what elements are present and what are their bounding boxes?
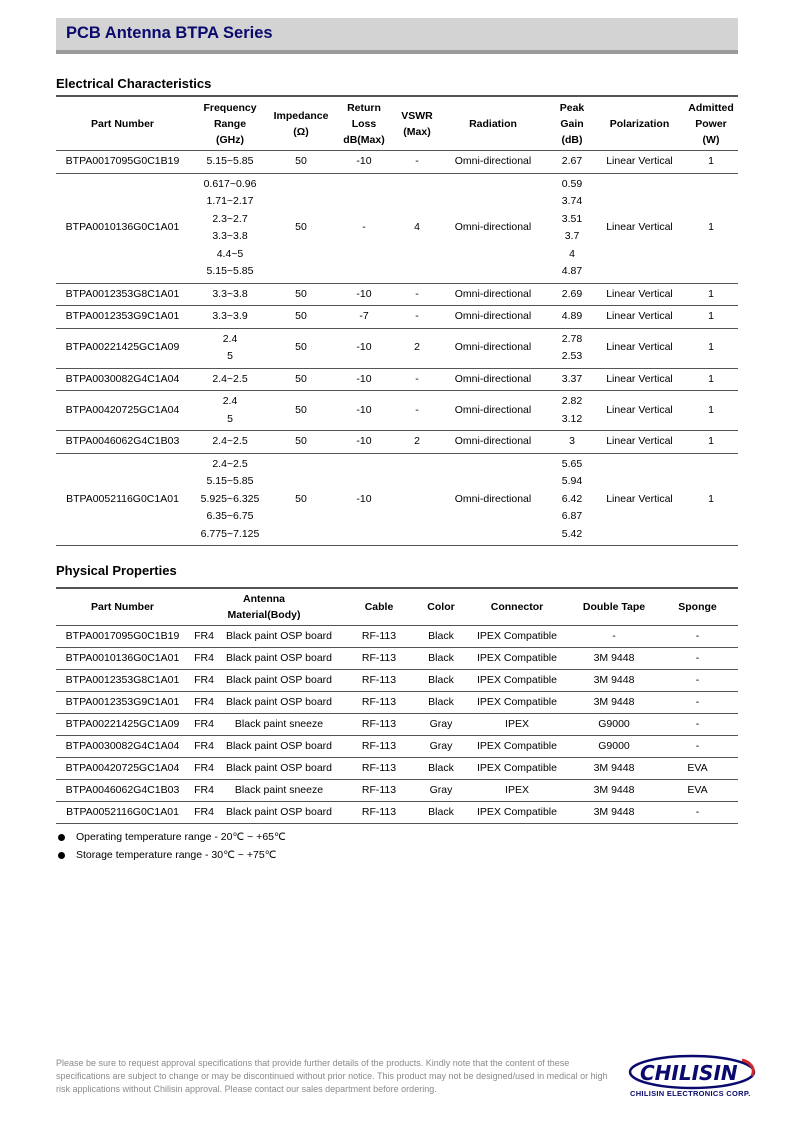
cell-substrate: FR4 xyxy=(194,718,214,730)
cell-freq xyxy=(189,453,271,546)
cell-power: 1 xyxy=(708,492,714,505)
cell-part: BTPA0012353G8C1A01 xyxy=(65,287,180,300)
cell-freq xyxy=(189,151,271,174)
cell-connector: IPEX Compatible xyxy=(477,674,557,686)
cell-gain-value: 3.37 xyxy=(561,372,583,385)
physical-header-row xyxy=(56,588,738,626)
cell-freq xyxy=(189,431,271,454)
cell-rad: Omni-directional xyxy=(454,221,532,234)
cell-gain xyxy=(549,368,595,391)
table-row xyxy=(56,306,738,329)
cell-power: 1 xyxy=(708,287,714,300)
cell-gain xyxy=(549,283,595,306)
cell-freq-value: 0.617~0.96 xyxy=(203,177,257,190)
cell-power: 1 xyxy=(708,310,714,322)
cell-gain-value: 5.65 xyxy=(561,457,583,470)
cell-gain-value: 3.51 xyxy=(561,212,583,225)
cell-rl: -10 xyxy=(356,287,372,300)
cell-substrate: FR4 xyxy=(194,674,214,686)
cell-part: BTPA00420725GC1A04 xyxy=(65,403,180,416)
table-row xyxy=(56,802,738,824)
cell-rad: Omni-directional xyxy=(454,492,532,505)
cell-connector: IPEX xyxy=(505,718,529,730)
cell-freq xyxy=(189,283,271,306)
cell-part: BTPA0010136G0C1A01 xyxy=(65,221,180,234)
cell-cable: RF-113 xyxy=(361,630,397,642)
cell-connector: IPEX Compatible xyxy=(477,806,557,818)
cell-imp: 50 xyxy=(295,341,307,354)
cell-freq-value: 5.925~6.325 xyxy=(200,492,260,505)
cell-sponge: EVA xyxy=(687,762,708,774)
cell-pol: Linear Vertical xyxy=(606,435,673,447)
cell-pol: Linear Vertical xyxy=(606,221,673,234)
table-row xyxy=(56,780,738,802)
cell-gain-value: 4.87 xyxy=(561,265,583,277)
cell-substrate: FR4 xyxy=(194,806,214,818)
cell-tape: 3M 9448 xyxy=(593,784,635,796)
cell-rl: -10 xyxy=(356,372,372,385)
cell-part: BTPA00221425GC1A09 xyxy=(65,341,180,354)
cell-cable: RF-113 xyxy=(361,740,397,752)
cell-rl: -7 xyxy=(359,310,369,322)
cell-gain-value: 4 xyxy=(569,247,575,260)
cell-freq xyxy=(189,391,271,431)
cell-gain-value: 0.59 xyxy=(561,177,583,190)
page-title: PCB Antenna BTPA Series xyxy=(66,24,273,42)
table-row xyxy=(56,453,738,546)
cell-freq-value: 5 xyxy=(227,350,233,362)
col-header-radiation: Radiation xyxy=(469,117,517,130)
cell-cable: RF-113 xyxy=(361,696,397,708)
cell-imp: 50 xyxy=(295,155,307,167)
cell-connector: IPEX Compatible xyxy=(477,762,557,774)
cell-part: BTPA0052116G0C1A01 xyxy=(66,806,179,818)
cell-imp: 50 xyxy=(295,310,307,322)
cell-part: BTPA0046062G4C1B03 xyxy=(65,435,180,447)
cell-gain xyxy=(549,391,595,431)
cell-freq-value: 3.3~3.8 xyxy=(212,287,248,300)
col-header-double-tape: Double Tape xyxy=(582,601,646,613)
cell-freq xyxy=(189,368,271,391)
cell-connector: IPEX xyxy=(505,784,529,796)
cell-body: Black paint OSP board xyxy=(225,762,333,774)
cell-substrate: FR4 xyxy=(194,784,214,796)
cell-rad: Omni-directional xyxy=(454,155,532,167)
cell-freq-value: 5 xyxy=(227,412,233,425)
cell-imp: 50 xyxy=(295,403,307,416)
table-row xyxy=(56,431,738,454)
cell-sponge: EVA xyxy=(687,784,708,796)
cell-rad: Omni-directional xyxy=(454,372,532,385)
cell-imp: 50 xyxy=(295,492,307,505)
cell-rl: -10 xyxy=(356,155,372,167)
col-header-frequency: Frequency Range (GHz) xyxy=(203,101,257,146)
cell-color: Black xyxy=(428,762,454,774)
table-row xyxy=(56,648,738,670)
cell-body: Black paint OSP board xyxy=(225,740,333,752)
cell-substrate: FR4 xyxy=(194,740,214,752)
cell-freq-value: 2.4 xyxy=(222,395,238,407)
cell-rad: Omni-directional xyxy=(454,287,532,300)
cell-part: BTPA0017095G0C1B19 xyxy=(65,630,180,642)
cell-vswr: 2 xyxy=(414,341,420,354)
cell-vswr: - xyxy=(415,310,419,322)
cell-cable: RF-113 xyxy=(361,784,397,796)
cell-color: Black xyxy=(428,630,454,642)
cell-gain-value: 3 xyxy=(569,435,575,447)
cell-connector: IPEX Compatible xyxy=(477,696,557,708)
cell-gain-value: 2.78 xyxy=(561,332,583,345)
cell-color: Gray xyxy=(429,718,453,730)
col-header-connector: Connector xyxy=(490,601,544,613)
cell-power: 1 xyxy=(708,155,714,167)
table-row xyxy=(56,283,738,306)
cell-cable: RF-113 xyxy=(361,806,397,818)
cell-pol: Linear Vertical xyxy=(606,341,673,354)
cell-body: Black paint OSP board xyxy=(225,806,333,818)
cell-freq-value: 2.4~2.5 xyxy=(212,372,248,385)
cell-color: Black xyxy=(428,696,454,708)
cell-tape: G9000 xyxy=(598,740,630,752)
cell-part: BTPA0012353G9C1A01 xyxy=(65,696,180,708)
cell-connector: IPEX Compatible xyxy=(477,630,557,642)
cell-imp: 50 xyxy=(295,221,307,234)
cell-body: Black paint OSP board xyxy=(225,674,333,686)
col-header-return-loss: Return Loss dB(Max) xyxy=(343,101,385,146)
cell-vswr xyxy=(397,453,437,546)
cell-tape: - xyxy=(612,630,616,642)
electrical-header-row xyxy=(56,96,738,151)
cell-sponge: - xyxy=(695,740,700,752)
cell-gain-value: 5.42 xyxy=(561,527,583,540)
cell-tape: 3M 9448 xyxy=(593,762,635,774)
cell-freq-value: 3.3~3.9 xyxy=(212,310,248,322)
cell-tape: G9000 xyxy=(598,718,630,730)
cell-gain xyxy=(549,151,595,174)
cell-gain-value: 2.67 xyxy=(561,155,583,167)
col-header-admitted-power: Admitted Power (W) xyxy=(688,101,734,146)
cell-sponge: - xyxy=(695,652,700,664)
cell-vswr: 4 xyxy=(414,221,420,234)
cell-gain-value: 2.53 xyxy=(561,350,583,362)
col-header-cable: Cable xyxy=(364,601,394,613)
col-header-polarization: Polarization xyxy=(609,117,670,130)
table-row xyxy=(56,714,738,736)
table-row xyxy=(56,173,738,283)
cell-freq-value: 2.4 xyxy=(222,332,238,345)
logo-subtitle: CHILISIN ELECTRONICS CORP. xyxy=(630,1089,751,1098)
cell-body: Black paint OSP board xyxy=(225,696,333,708)
cell-freq-value: 2.4~2.5 xyxy=(212,435,248,447)
table-row xyxy=(56,758,738,780)
cell-part: BTPA0010136G0C1A01 xyxy=(65,652,180,664)
cell-cable: RF-113 xyxy=(361,652,397,664)
cell-gain xyxy=(549,328,595,368)
cell-gain xyxy=(549,431,595,454)
cell-vswr: - xyxy=(415,155,419,167)
cell-freq xyxy=(189,328,271,368)
logo-wordmark: CHILISIN xyxy=(640,1061,738,1085)
cell-pol: Linear Vertical xyxy=(606,403,673,416)
cell-imp: 50 xyxy=(295,435,307,447)
cell-rl: -10 xyxy=(356,403,372,416)
cell-gain-value: 3.12 xyxy=(561,412,583,425)
table-row xyxy=(56,151,738,174)
cell-color: Gray xyxy=(429,740,453,752)
cell-gain-value: 2.82 xyxy=(561,395,583,407)
cell-pol: Linear Vertical xyxy=(606,310,673,322)
cell-tape: 3M 9448 xyxy=(593,652,635,664)
cell-color: Gray xyxy=(429,784,453,796)
cell-sponge: - xyxy=(695,674,700,686)
bullet-icon xyxy=(58,852,65,859)
col-header-part-number: Part Number xyxy=(90,117,154,130)
physical-table xyxy=(56,587,738,824)
electrical-table xyxy=(56,95,738,546)
cell-gain xyxy=(549,173,595,283)
cell-sponge: - xyxy=(695,718,700,730)
cell-freq-value: 2.4~2.5 xyxy=(212,457,248,470)
cell-rad: Omni-directional xyxy=(454,403,532,416)
cell-freq-value: 2.3~2.7 xyxy=(212,212,248,225)
cell-connector: IPEX Compatible xyxy=(477,652,557,664)
cell-part: BTPA0017095G0C1B19 xyxy=(65,155,180,167)
cell-cable: RF-113 xyxy=(361,718,397,730)
cell-sponge: - xyxy=(695,696,700,708)
cell-substrate: FR4 xyxy=(194,630,214,642)
cell-power: 1 xyxy=(708,403,714,416)
col-header-sponge: Sponge xyxy=(678,601,717,613)
cell-freq xyxy=(189,173,271,283)
cell-freq-value: 1.71~2.17 xyxy=(206,195,254,207)
col-header-vswr: VSWR (Max) xyxy=(401,109,433,138)
cell-gain-value: 6.87 xyxy=(561,510,583,522)
note-item xyxy=(56,846,286,864)
cell-imp: 50 xyxy=(295,372,307,385)
cell-gain-value: 2.69 xyxy=(561,287,583,300)
cell-color: Black xyxy=(428,652,454,664)
table-row xyxy=(56,391,738,431)
cell-part: BTPA0052116G0C1A01 xyxy=(66,492,179,505)
cell-rl: -10 xyxy=(356,492,372,505)
cell-rl: -10 xyxy=(356,435,372,447)
physical-section-title: Physical Properties xyxy=(56,563,177,578)
cell-rl: -10 xyxy=(356,341,372,354)
cell-connector: IPEX Compatible xyxy=(477,740,557,752)
col-header-impedance: Impedance (Ω) xyxy=(273,109,329,138)
cell-substrate: FR4 xyxy=(194,696,214,708)
cell-cable: RF-113 xyxy=(361,762,397,774)
table-row xyxy=(56,368,738,391)
cell-freq-value: 4.4~5 xyxy=(216,247,244,260)
col-header-antenna-material: Antenna Material(Body) xyxy=(227,593,301,621)
cell-freq-value: 3.3~3.8 xyxy=(212,230,248,242)
cell-part: BTPA0012353G8C1A01 xyxy=(65,674,180,686)
cell-color: Black xyxy=(428,674,454,686)
cell-freq-value: 5.15~5.85 xyxy=(206,155,254,167)
cell-pol: Linear Vertical xyxy=(606,287,673,300)
cell-substrate: FR4 xyxy=(194,652,214,664)
cell-freq-value: 5.15~5.85 xyxy=(206,265,254,277)
cell-imp: 50 xyxy=(295,287,307,300)
cell-tape: 3M 9448 xyxy=(593,674,635,686)
electrical-section-title: Electrical Characteristics xyxy=(56,76,212,91)
cell-part: BTPA0046062G4C1B03 xyxy=(65,784,180,796)
cell-vswr: 2 xyxy=(414,435,420,447)
cell-tape: 3M 9448 xyxy=(593,696,635,708)
cell-gain-value: 5.94 xyxy=(561,475,583,487)
notes-list xyxy=(56,828,286,864)
note-storage-temp: Storage temperature range - 30℃ ~ +75℃ xyxy=(76,849,277,861)
cell-rad: Omni-directional xyxy=(454,341,532,354)
cell-part: BTPA0030082G4C1A04 xyxy=(65,372,180,385)
cell-gain xyxy=(549,306,595,329)
cell-rl: - xyxy=(362,221,366,234)
cell-part: BTPA0012353G9C1A01 xyxy=(65,310,180,322)
cell-cable: RF-113 xyxy=(361,674,397,686)
cell-gain-value: 3.7 xyxy=(564,230,580,242)
cell-pol: Linear Vertical xyxy=(606,372,673,385)
cell-part: BTPA00221425GC1A09 xyxy=(65,718,180,730)
cell-power: 1 xyxy=(708,341,714,354)
cell-pol: Linear Vertical xyxy=(606,492,673,505)
cell-rad: Omni-directional xyxy=(454,310,532,322)
note-item xyxy=(56,828,286,846)
table-row xyxy=(56,692,738,714)
cell-body: Black paint OSP board xyxy=(225,652,333,664)
cell-gain-value: 4.89 xyxy=(561,310,583,322)
cell-freq xyxy=(189,306,271,329)
cell-vswr: - xyxy=(415,372,419,385)
cell-part: BTPA00420725GC1A04 xyxy=(65,762,180,774)
cell-sponge: - xyxy=(695,806,700,818)
cell-part: BTPA0030082G4C1A04 xyxy=(65,740,180,752)
cell-sponge: - xyxy=(695,630,700,642)
cell-tape: 3M 9448 xyxy=(593,806,635,818)
cell-color: Black xyxy=(428,806,454,818)
cell-rad: Omni-directional xyxy=(454,435,532,447)
cell-gain-value: 6.42 xyxy=(561,492,583,505)
footer-disclaimer: Please be sure to request approval specifications that provide further details of the products. Kindly note that the content of these specifications are subject to change or may be discontinued without prior notice. This product may not be designed/used in medical or high risk applications without Chilisin approval. Please contact our sales department before ordering. xyxy=(56,1058,608,1094)
cell-pol: Linear Vertical xyxy=(606,155,673,167)
cell-vswr: - xyxy=(415,403,419,416)
cell-power: 1 xyxy=(708,221,714,234)
table-row xyxy=(56,670,738,692)
cell-power: 1 xyxy=(708,372,714,385)
bullet-icon xyxy=(58,834,65,841)
table-row xyxy=(56,328,738,368)
cell-body: Black paint OSP board xyxy=(225,630,333,642)
cell-power: 1 xyxy=(708,435,714,447)
cell-freq-value: 6.35~6.75 xyxy=(206,510,254,522)
cell-substrate: FR4 xyxy=(194,762,214,774)
cell-gain xyxy=(549,453,595,546)
cell-freq-value: 6.775~7.125 xyxy=(200,527,260,540)
page-header xyxy=(56,18,738,54)
cell-body: Black paint sneeze xyxy=(234,784,324,796)
cell-gain-value: 3.74 xyxy=(561,195,583,207)
col-header-color: Color xyxy=(427,601,455,613)
cell-vswr: - xyxy=(415,287,419,300)
note-operating-temp: Operating temperature range - 20℃ ~ +65℃ xyxy=(76,831,286,843)
table-row xyxy=(56,626,738,648)
cell-body: Black paint sneeze xyxy=(234,718,324,730)
cell-freq-value: 5.15~5.85 xyxy=(206,475,254,487)
col-header-part-number: Part Number xyxy=(90,601,154,613)
col-header-peak-gain: Peak Gain (dB) xyxy=(559,101,585,146)
table-row xyxy=(56,736,738,758)
